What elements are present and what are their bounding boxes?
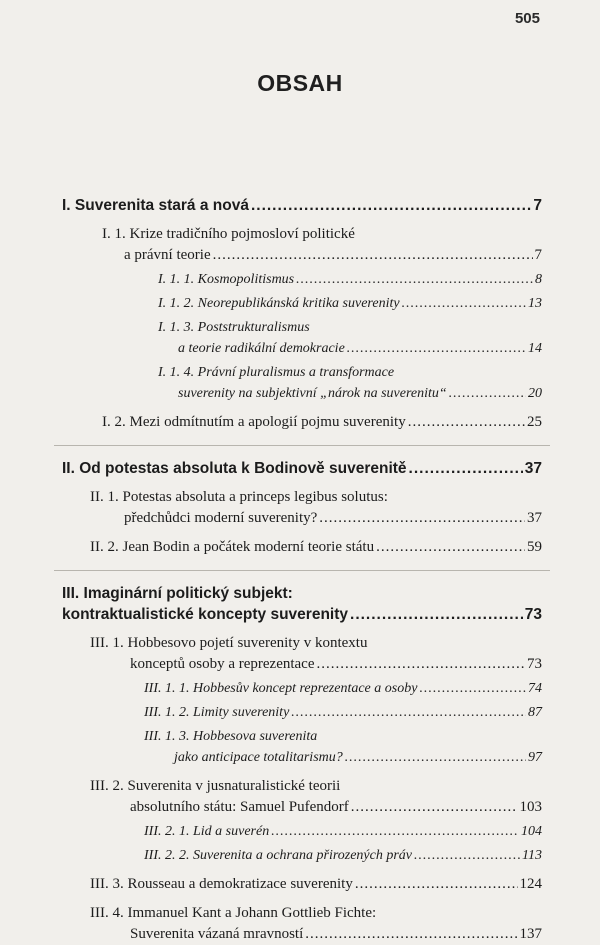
toc-page-number: 73 (527, 656, 542, 672)
toc-subchapter[interactable] (144, 678, 542, 699)
toc-chapter[interactable] (90, 874, 542, 895)
dot-leader (271, 821, 519, 842)
toc-subchapter[interactable] (158, 293, 542, 314)
toc-chapter[interactable] (102, 412, 542, 433)
dot-leader (351, 797, 518, 818)
toc-entry-text: III. 2. 1. Lid a suverén (144, 824, 270, 839)
toc-chapter[interactable] (90, 537, 542, 558)
dot-leader (305, 924, 517, 945)
toc-page-number: 124 (519, 876, 542, 892)
dot-leader (296, 269, 533, 290)
dot-leader (409, 458, 523, 479)
toc-entry-text: III. Imaginární politický subjekt: (62, 585, 293, 602)
toc-chapter[interactable] (90, 487, 542, 529)
section-divider (54, 445, 550, 446)
toc-entry-text: I. 1. 2. Neorepublikánská kritika suverenity (158, 296, 400, 311)
toc-page-number: 97 (528, 750, 542, 765)
toc-entry-text: suverenity na subjektivní „nárok na suverenitu“ (178, 386, 447, 401)
toc-entry-text: III. 1. 1. Hobbesův koncept reprezentace a osoby (144, 681, 418, 696)
toc-entry-text: I. 1. 1. Kosmopolitismus (158, 272, 295, 287)
dot-leader (213, 245, 533, 266)
toc-entry-text: II. 2. Jean Bodin a počátek moderní teorie státu (90, 539, 375, 555)
toc-entry-text: III. 1. Hobbesovo pojetí suverenity v kontextu (90, 635, 368, 651)
dot-leader (414, 845, 520, 866)
toc-entry-text: III. 3. Rousseau a demokratizace suverenity (90, 876, 353, 892)
toc-entry-text: a teorie radikální demokracie (178, 341, 345, 356)
page-title: OBSAH (257, 70, 343, 96)
dot-leader (449, 383, 526, 404)
dot-leader (291, 702, 526, 723)
toc-chapter[interactable] (90, 776, 542, 818)
toc-chapter[interactable] (90, 903, 542, 945)
toc-page-number: 137 (519, 926, 542, 942)
toc-entry-text: jako anticipace totalitarismu? (174, 750, 343, 765)
toc-entry-text: a právní teorie (124, 247, 211, 263)
toc-page-number: 8 (535, 272, 542, 287)
toc-entry-text: III. 2. 2. Suverenita a ochrana přirozených práv (144, 848, 413, 863)
toc-page-number: 74 (528, 681, 542, 696)
toc-section[interactable] (62, 583, 542, 625)
toc-entry-text: kontraktualistické koncepty suverenity (62, 606, 349, 623)
toc-page-number: 87 (528, 705, 542, 720)
page-number: 505 (514, 10, 540, 27)
toc-page-number: 20 (528, 386, 542, 401)
dot-leader (350, 604, 523, 625)
toc-entry-text: III. 1. 3. Hobbesova suverenita (144, 729, 318, 744)
toc-subchapter[interactable] (144, 821, 542, 842)
toc-entry-text: III. 4. Immanuel Kant a Johann Gottlieb Fichte: (90, 905, 377, 921)
toc-page-number: 14 (528, 341, 542, 356)
toc-entry-text: I. 1. Krize tradičního pojmosloví politické (102, 226, 355, 242)
toc-subchapter[interactable] (158, 362, 542, 404)
toc-subchapter[interactable] (144, 702, 542, 723)
toc-page-number: 113 (522, 848, 542, 863)
toc-page-number: 37 (524, 460, 542, 477)
toc-page-number: 103 (519, 799, 542, 815)
dot-leader (402, 293, 526, 314)
toc-entry-text: III. 1. 2. Limity suverenity (144, 705, 290, 720)
toc-entry-text: III. 2. Suverenita v jusnaturalistické teorii (90, 778, 341, 794)
toc-entry-text: konceptů osoby a reprezentace (130, 656, 315, 672)
toc-chapter[interactable] (90, 633, 542, 675)
toc-page-number: 59 (527, 539, 542, 555)
dot-leader (419, 678, 526, 699)
toc-subchapter[interactable] (158, 317, 542, 359)
toc-page-number: 37 (527, 510, 542, 526)
toc-page-number: 25 (527, 414, 542, 430)
toc-entry-text: Suverenita vázaná mravností (130, 926, 304, 942)
toc-section[interactable] (62, 195, 542, 216)
toc-entry-text: I. Suverenita stará a nová (62, 197, 249, 214)
toc-entry-text: předchůdci moderní suverenity? (124, 510, 318, 526)
dot-leader (345, 747, 526, 768)
dot-leader (355, 874, 518, 895)
toc-section[interactable] (62, 458, 542, 479)
table-of-contents (62, 195, 542, 945)
toc-page-number: 7 (534, 247, 542, 263)
toc-chapter[interactable] (102, 224, 542, 266)
toc-page-number: 104 (521, 824, 542, 839)
toc-entry-text: II. 1. Potestas absoluta a princeps legibus solutus: (90, 489, 388, 505)
dot-leader (251, 195, 531, 216)
toc-entry-text: I. 2. Mezi odmítnutím a apologií pojmu suverenity (102, 414, 406, 430)
dot-leader (408, 412, 525, 433)
toc-page-number: 13 (528, 296, 542, 311)
dot-leader (376, 537, 525, 558)
toc-entry-text: I. 1. 3. Poststrukturalismus (158, 320, 310, 335)
toc-entry-text: absolutního státu: Samuel Pufendorf (130, 799, 349, 815)
section-divider (54, 570, 550, 571)
toc-entry-text: II. Od potestas absoluta k Bodinově suverenitě (62, 460, 407, 477)
toc-entry-text: I. 1. 4. Právní pluralismus a transformace (158, 365, 395, 380)
toc-page-number: 73 (524, 606, 542, 623)
toc-subchapter[interactable] (158, 269, 542, 290)
dot-leader (347, 338, 526, 359)
toc-page-number: 7 (533, 197, 542, 214)
toc-subchapter[interactable] (144, 726, 542, 768)
dot-leader (317, 654, 526, 675)
dot-leader (319, 508, 525, 529)
toc-subchapter[interactable] (144, 845, 542, 866)
